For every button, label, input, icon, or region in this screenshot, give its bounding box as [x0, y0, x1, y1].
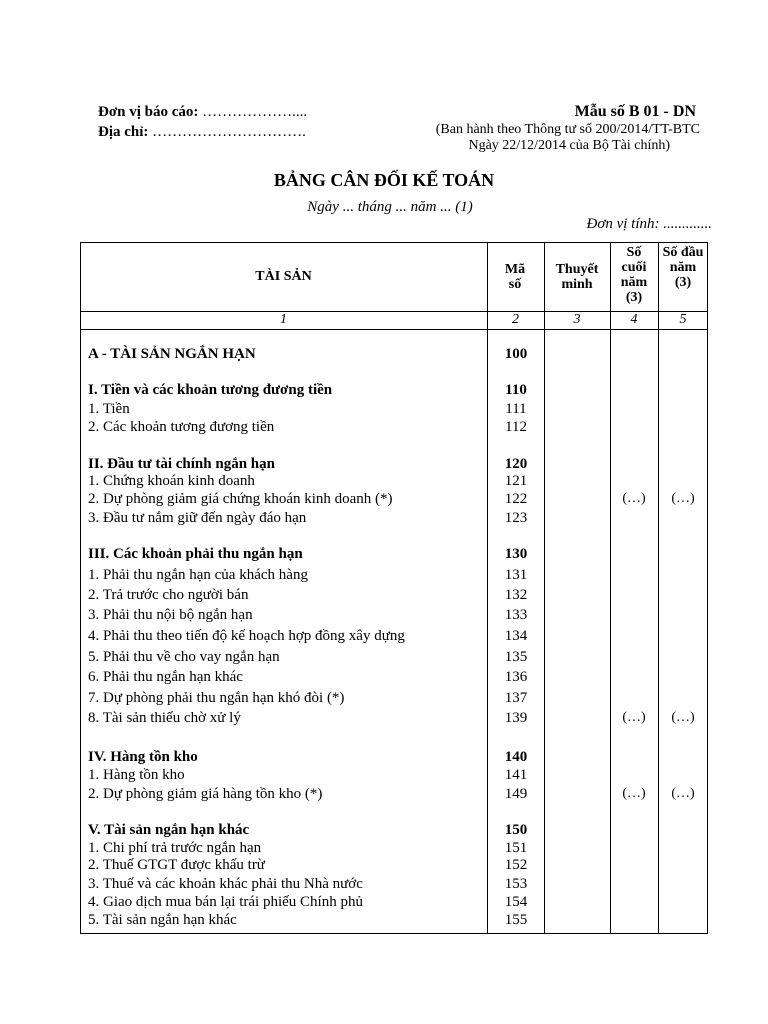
- column-number: 5: [679, 312, 687, 327]
- row-label: 1. Chứng khoán kinh doanh: [88, 473, 255, 489]
- row-code: 130: [504, 546, 528, 562]
- row-label: IV. Hàng tồn kho: [88, 749, 198, 765]
- row-label: 2. Trả trước cho người bán: [88, 587, 249, 603]
- row-code: 133: [504, 607, 528, 623]
- row-label: A - TÀI SẢN NGẮN HẠN: [88, 346, 256, 362]
- row-code: 123: [504, 510, 528, 526]
- row-code: 100: [504, 346, 528, 362]
- row-code: 136: [504, 669, 528, 685]
- row-label: V. Tài sản ngắn hạn khác: [88, 822, 250, 838]
- row-code: 134: [504, 628, 528, 644]
- issued-line-1: (Ban hành theo Thông tư số 200/2014/TT-BTC: [435, 122, 700, 137]
- divider: [544, 242, 545, 934]
- header-code: Mã số: [504, 262, 526, 292]
- year-end-value: (…): [622, 710, 646, 725]
- row-code: 121: [504, 473, 528, 489]
- column-number: 3: [573, 312, 581, 327]
- row-label: I. Tiền và các khoản tương đương tiền: [88, 382, 333, 398]
- row-code: 151: [504, 840, 528, 856]
- row-code: 139: [504, 710, 528, 726]
- row-label: 2. Thuế GTGT được khấu trừ: [88, 857, 265, 873]
- row-label: 1. Tiền: [88, 401, 130, 417]
- row-label: 3. Đầu tư nắm giữ đến ngày đáo hạn: [88, 510, 307, 526]
- row-code: 150: [504, 822, 528, 838]
- row-label: 5. Phải thu về cho vay ngắn hạn: [88, 649, 280, 665]
- reporting-unit-label: Đơn vị báo cáo:: [98, 104, 199, 120]
- year-end-value: (…): [622, 786, 646, 801]
- page-title: BẢNG CÂN ĐỐI KẾ TOÁN: [273, 170, 495, 190]
- row-label: 6. Phải thu ngắn hạn khác: [88, 669, 243, 685]
- address-label: Địa chỉ:: [98, 124, 149, 140]
- row-label: 1. Phải thu ngắn hạn của khách hàng: [88, 567, 308, 583]
- year-end-value: (…): [622, 491, 646, 506]
- row-code: 152: [504, 857, 528, 873]
- row-label: 1. Hàng tồn kho: [88, 767, 185, 783]
- row-label: 7. Dự phòng phải thu ngắn hạn khó đòi (*): [88, 690, 345, 706]
- year-begin-value: (…): [671, 491, 695, 506]
- row-label: 2. Dự phòng giảm giá chứng khoán kinh doanh (*): [88, 491, 393, 507]
- column-number: 1: [280, 312, 287, 327]
- row-code: 120: [504, 456, 528, 472]
- address-line: [98, 124, 306, 141]
- row-label: 4. Phải thu theo tiến độ kế hoạch hợp đồng xây dựng: [88, 628, 405, 644]
- row-code: 111: [505, 401, 527, 417]
- header-year-begin: Số đầu năm (3): [662, 245, 704, 290]
- year-begin-value: (…): [671, 710, 695, 725]
- row-label: 5. Tài sản ngắn hạn khác: [88, 912, 237, 928]
- row-code: 153: [504, 876, 528, 892]
- header-note: Thuyết minh: [555, 262, 599, 292]
- reporting-unit-line: [98, 104, 307, 121]
- row-label: 2. Các khoản tương đương tiền: [88, 419, 275, 435]
- row-label: II. Đầu tư tài chính ngắn hạn: [88, 456, 275, 472]
- divider: [80, 329, 708, 330]
- header-assets: TÀI SẢN: [255, 269, 312, 284]
- column-number: 2: [512, 312, 519, 327]
- row-label: 3. Phải thu nội bộ ngắn hạn: [88, 607, 253, 623]
- date-caption: Ngày ... tháng ... năm ... (1): [307, 199, 473, 215]
- divider: [610, 242, 611, 934]
- row-code: 149: [504, 786, 528, 802]
- row-code: 141: [504, 767, 528, 783]
- form-code: Mẫu số B 01 - DN: [574, 103, 696, 120]
- row-label: 1. Chi phí trả trước ngắn hạn: [88, 840, 262, 856]
- row-label: III. Các khoản phải thu ngắn hạn: [88, 546, 303, 562]
- issued-line-2: Ngày 22/12/2014 của Bộ Tài chính): [468, 138, 670, 153]
- reporting-unit-value: ………………....: [202, 104, 308, 120]
- row-code: 140: [504, 749, 528, 765]
- row-code: 154: [504, 894, 528, 910]
- row-code: 132: [504, 587, 528, 603]
- row-code: 155: [504, 912, 528, 928]
- row-label: 8. Tài sản thiếu chờ xử lý: [88, 710, 241, 726]
- row-code: 131: [504, 567, 528, 583]
- unit-line: Đơn vị tính: .............: [586, 216, 712, 232]
- divider: [658, 242, 659, 934]
- row-code: 112: [505, 419, 527, 435]
- row-code: 137: [504, 690, 528, 706]
- column-number: 4: [630, 312, 638, 327]
- header-year-end: Số cuối năm (3): [620, 245, 648, 305]
- row-code: 135: [504, 649, 528, 665]
- row-code: 110: [505, 382, 527, 398]
- row-label: 4. Giao dịch mua bán lại trái phiếu Chính phủ: [88, 894, 363, 910]
- row-label: 3. Thuế và các khoản khác phải thu Nhà nước: [88, 876, 363, 892]
- row-code: 122: [504, 491, 528, 507]
- address-value: ………………………….: [152, 124, 306, 140]
- row-label: 2. Dự phòng giảm giá hàng tồn kho (*): [88, 786, 323, 802]
- year-begin-value: (…): [671, 786, 695, 801]
